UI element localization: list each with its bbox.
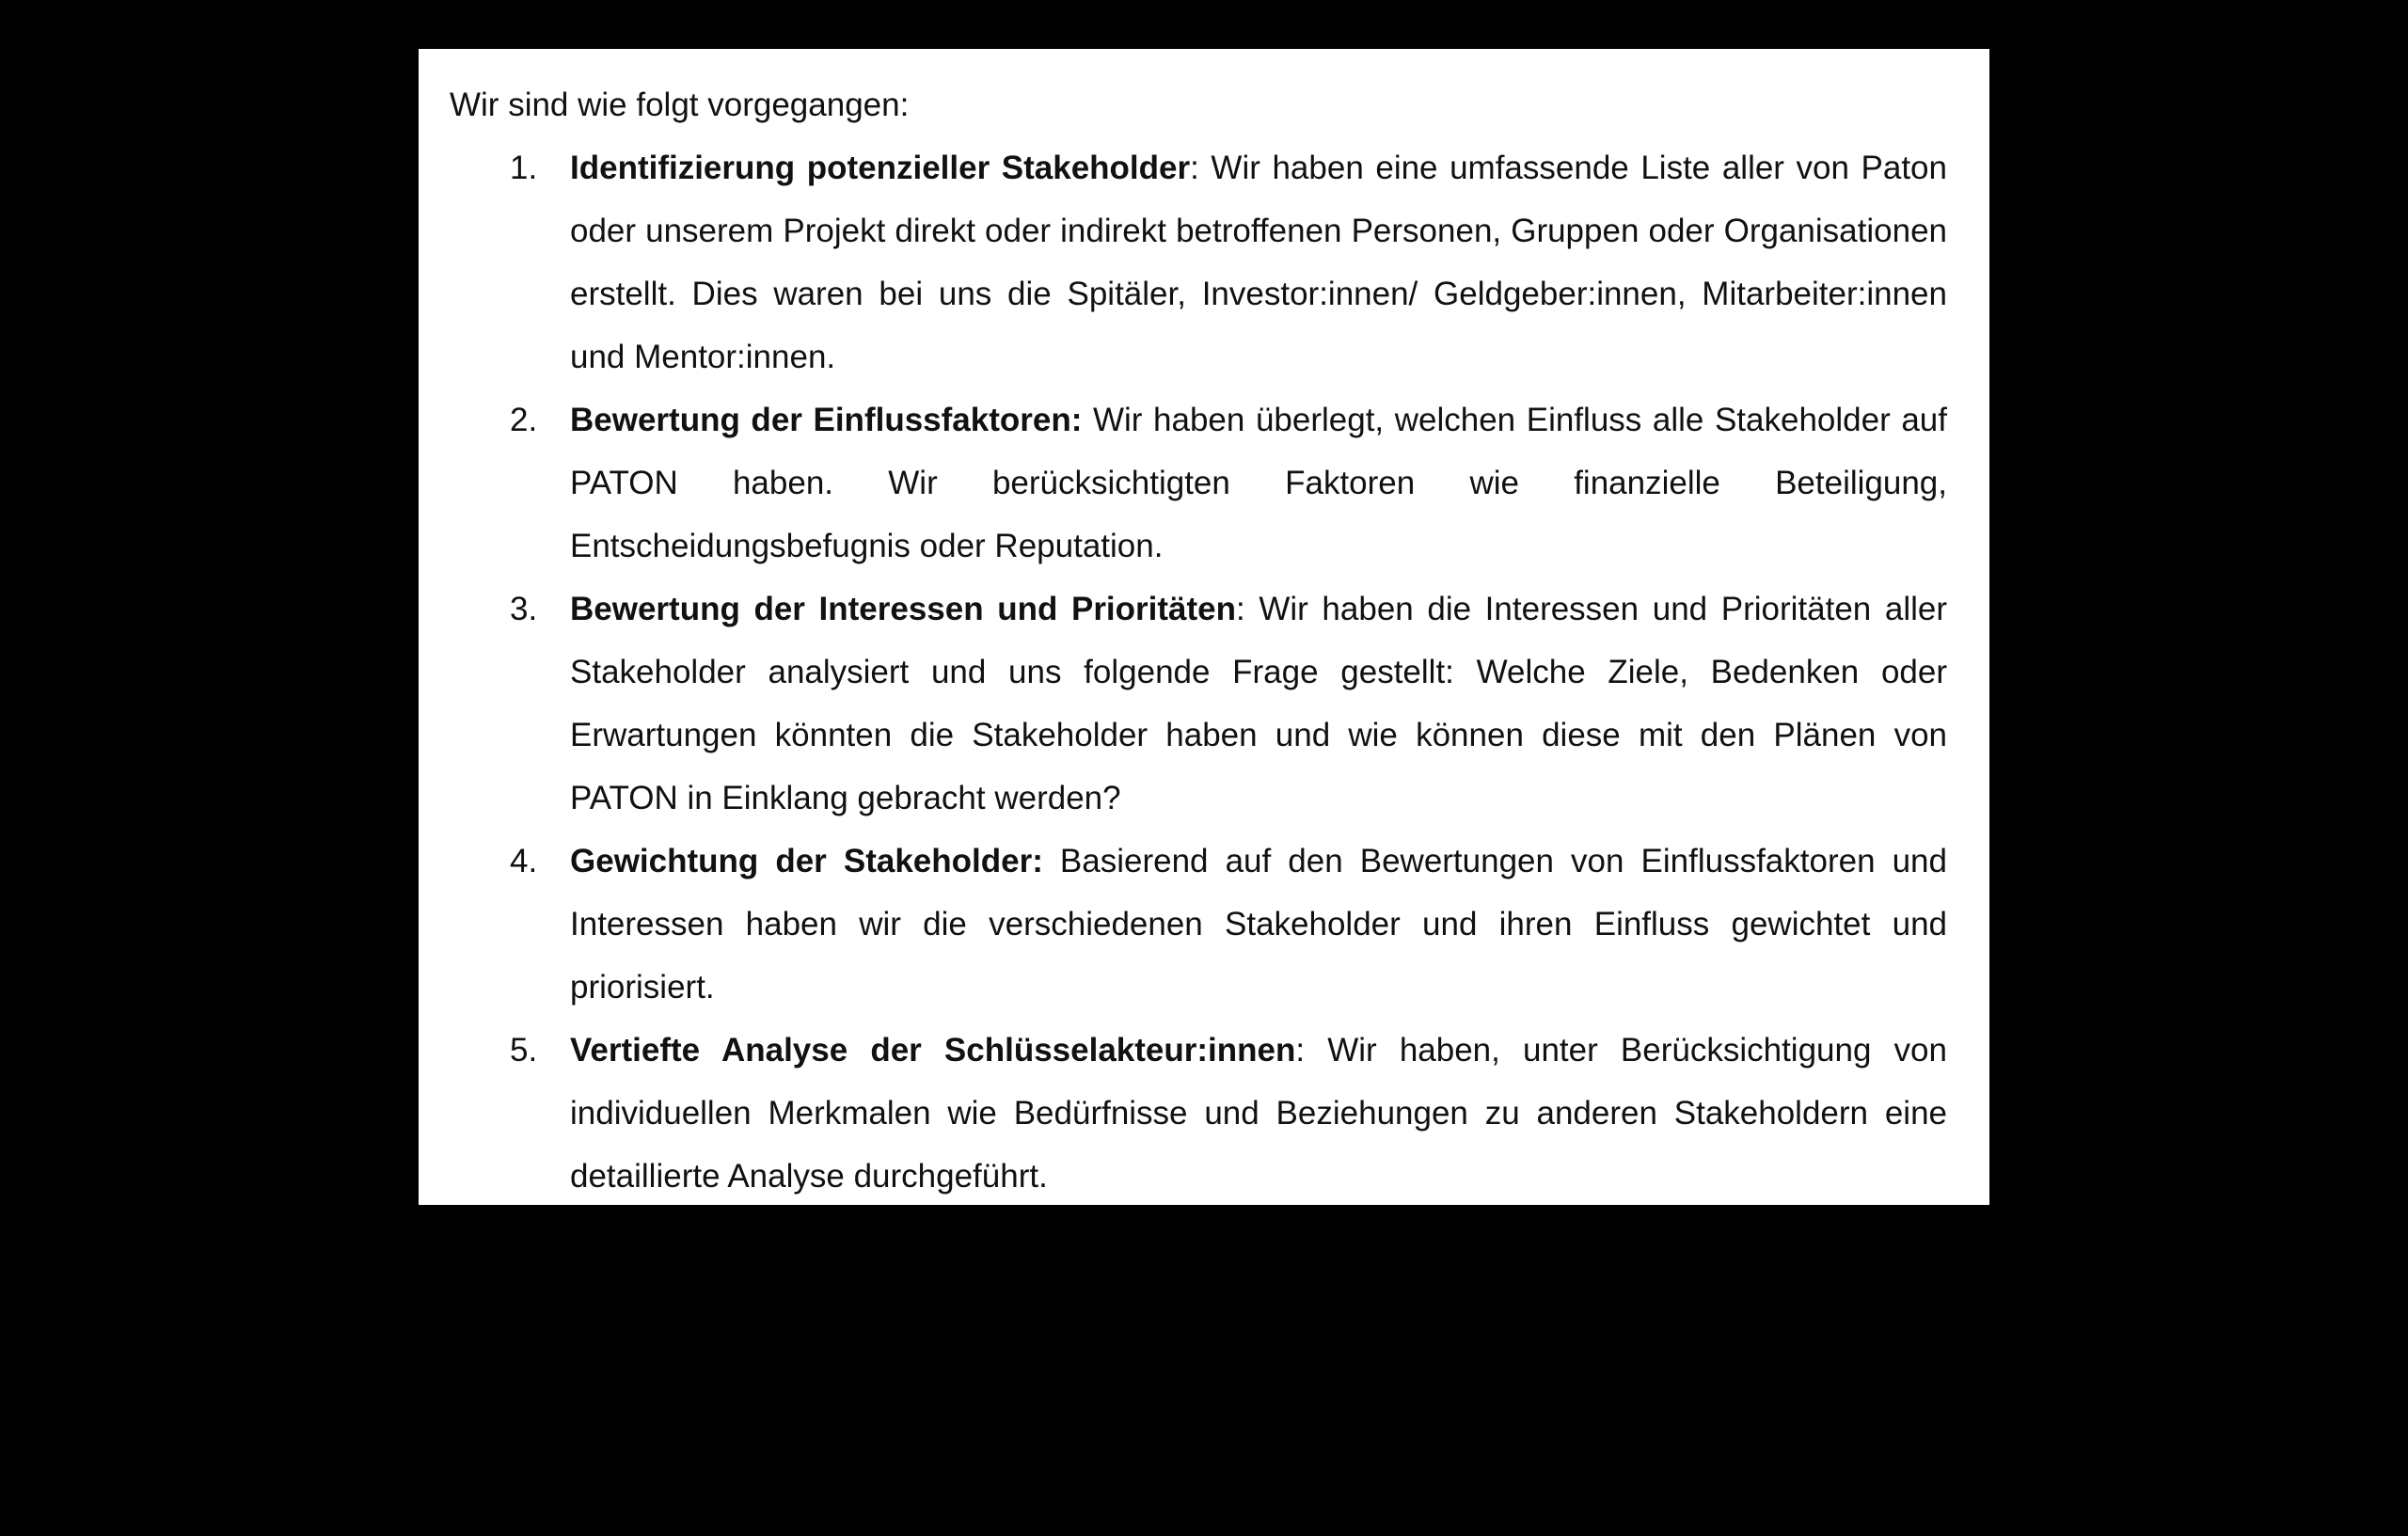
- step-number: 5.: [510, 1032, 538, 1069]
- step-item: [450, 388, 1947, 578]
- step-text: Wir haben eine umfassende Liste aller von Paton oder unserem Projekt direkt oder indirekt betroffenen Personen, Gruppen oder Organisationen erstellt. Dies waren bei uns die Spitäler, Investor:innen/ Geldgeber:innen, Mitarbeiter:innen und Mentor:innen.: [570, 150, 1947, 375]
- step-title: Bewertung der Einflussfaktoren:: [570, 402, 1083, 438]
- step-number: 4.: [510, 843, 538, 879]
- step-item: [450, 578, 1947, 830]
- step-title: Bewertung der Interessen und Prioritäten: [570, 591, 1237, 627]
- step-text: Wir haben die Interessen und Prioritäten aller Stakeholder analysiert und uns folgende Frage gestellt: Welche Ziele, Bedenken oder Erwartungen könnten die Stakeholder haben und wie können diese mit den Plänen von PATON in Einklang gebracht werden?: [570, 591, 1947, 816]
- step-number: 2.: [510, 402, 538, 438]
- step-text: Basierend auf den Bewertungen von Einflussfaktoren und Interessen haben wir die verschiedenen Stakeholder und ihren Einfluss gewichtet und priorisiert.: [570, 843, 1947, 1006]
- step-title: Vertiefte Analyse der Schlüsselakteur:innen: [570, 1032, 1296, 1069]
- step-separator: :: [1190, 150, 1199, 186]
- step-text: Wir haben überlegt, welchen Einfluss alle Stakeholder auf PATON haben. Wir berücksichtigten Faktoren wie finanzielle Beteiligung, Entscheidungsbefugnis oder Reputation.: [570, 402, 1947, 564]
- step-separator: :: [1236, 591, 1245, 627]
- step-separator: :: [1295, 1032, 1306, 1069]
- step-number: 3.: [510, 591, 538, 627]
- step-title: Identifizierung potenzieller Stakeholder: [570, 150, 1191, 186]
- step-text: Wir haben, unter Berücksichtigung von individuellen Merkmalen wie Bedürfnisse und Beziehungen zu anderen Stakeholdern eine detaillierte Analyse durchgeführt.: [570, 1032, 1947, 1195]
- steps-list: [450, 136, 1947, 1208]
- step-title: Gewichtung der Stakeholder:: [570, 843, 1043, 879]
- step-item: [450, 136, 1947, 388]
- document-page: [419, 49, 1989, 1205]
- step-item: [450, 830, 1947, 1019]
- step-number: 1.: [510, 150, 538, 186]
- step-item: [450, 1019, 1947, 1208]
- intro-text: Wir sind wie folgt vorgegangen:: [450, 87, 910, 123]
